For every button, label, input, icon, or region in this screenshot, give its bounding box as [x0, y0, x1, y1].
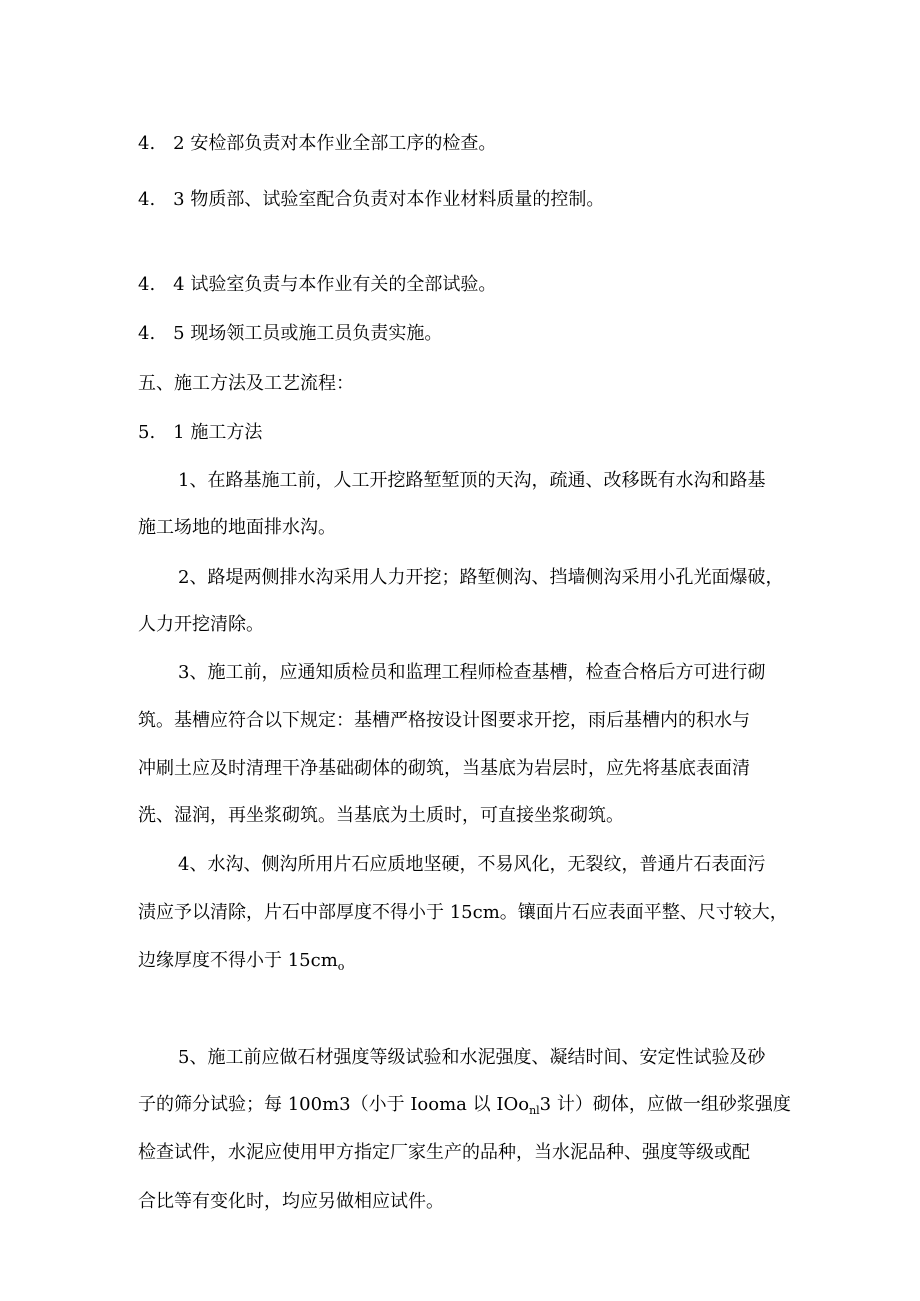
paragraph-3-line-3: 冲刷土应及时清理干净基础砌体的砌筑，当基底为岩层时，应先将基底表面清: [138, 758, 750, 779]
paragraph-5-line-2-text-b: 3 计）砌体，应做一组砂浆强度: [539, 1094, 791, 1115]
section-title: 五、施工方法及工艺流程：: [138, 373, 354, 394]
paragraph-4-line-2: 渍应予以清除，片石中部厚度不得小于 15cm。镶面片石应表面平整、尺寸较大，: [138, 902, 788, 923]
item-4-4: 4. 4 试验室负责与本作业有关的全部试验。: [138, 274, 497, 295]
paragraph-2-line-1: 2、路堤两侧排水沟采用人力开挖；路堑侧沟、挡墙侧沟采用小孔光面爆破，: [178, 567, 784, 588]
paragraph-5-line-3: 检查试件，水泥应使用甲方指定厂家生产的品种，当水泥品种、强度等级或配: [138, 1142, 750, 1163]
subsection-title: 5. 1 施工方法: [138, 422, 263, 443]
paragraph-5-line-2: [138, 1093, 791, 1123]
paragraph-5-line-4: 合比等有变化时，均应另做相应试件。: [138, 1191, 444, 1212]
paragraph-3-line-1: 3、施工前，应通知质检员和监理工程师检查基槽，检查合格后方可进行砌: [178, 662, 766, 683]
paragraph-4-line-3: [138, 949, 344, 979]
paragraph-5-line-1: 5、施工前应做石材强度等级试验和水泥强度、凝结时间、安定性试验及砂: [178, 1047, 766, 1068]
item-4-5: 4. 5 现场领工员或施工员负责实施。: [138, 323, 443, 344]
paragraph-3-line-4: 洗、湿润，再坐浆砌筑。当基底为土质时，可直接坐浆砌筑。: [138, 805, 624, 826]
paragraph-5-subscript: nl: [529, 1104, 540, 1117]
paragraph-5-line-2-text-a: 子的筛分试验；每 100m3（小于 Iooma 以 IOo: [138, 1094, 530, 1115]
paragraph-2-line-2: 人力开挖清除。: [138, 614, 264, 635]
paragraph-1-line-1: 1、在路基施工前，人工开挖路堑堑顶的天沟，疏通、改移既有水沟和路基: [178, 470, 766, 491]
item-4-2: 4. 2 安检部负责对本作业全部工序的检查。: [138, 133, 497, 154]
paragraph-4-line-1: 4、水沟、侧沟所用片石应质地坚硬，不易风化，无裂纹，普通片石表面污: [178, 854, 766, 875]
paragraph-3-line-2: 筑。基槽应符合以下规定：基槽严格按设计图要求开挖，雨后基槽内的积水与: [138, 710, 750, 731]
paragraph-1-line-2: 施工场地的地面排水沟。: [138, 517, 336, 538]
paragraph-4-subscript: o: [337, 960, 345, 973]
paragraph-4-line-3-text: 边缘厚度不得小于 15cm: [138, 950, 338, 971]
item-4-3: 4. 3 物质部、试验室配合负责对本作业材料质量的控制。: [138, 189, 605, 210]
